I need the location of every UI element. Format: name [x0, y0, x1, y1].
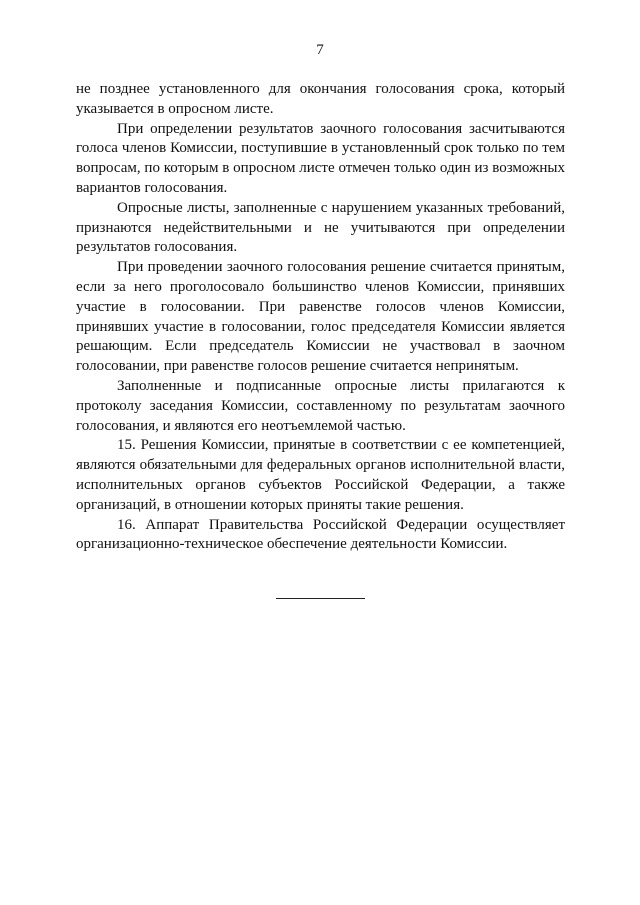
paragraph-item-16: 16. Аппарат Правительства Российской Федерации осуществляет организационно-техническое обеспечение деятельности Комиссии. [76, 516, 565, 553]
paragraph-item-15: 15. Решения Комиссии, принятые в соответствии с ее компетенцией, являются обязательными для федеральных органов исполнительной власти, исполнительных органов субъектов Российской Федерации, а также организаций, в отношении которых приняты такие решения. [76, 437, 565, 513]
paragraph-continuation: не позднее установленного для окончания голосования срока, который указывается в опросном листе. [76, 81, 565, 117]
page-number: 7 [316, 42, 324, 58]
paragraph-decision-adoption: При проведении заочного голосования решение считается принятым, если за него проголосовало большинство членов Комиссии, принявших участие в голосовании. При равенстве голосов членов Комиссии, принявших участие в голосовании, голос председателя Комиссии является решающим. Если председатель Комиссии не участвовал в заочном голосовании, при равенстве голосов решение считается непринятым. [76, 259, 565, 375]
document-body [76, 80, 565, 555]
paragraph-invalid-ballots: Опросные листы, заполненные с нарушением указанных требований, признаются недействительными и не учитываются при определении результатов голосования. [76, 199, 565, 256]
end-of-document-rule [276, 598, 365, 599]
paragraph-ballots-attachment: Заполненные и подписанные опросные листы прилагаются к протоколу заседания Комиссии, составленному по результатам заочного голосования, и являются его неотъемлемой частью. [76, 377, 565, 434]
paragraph-vote-counting: При определении результатов заочного голосования засчитываются голоса членов Комиссии, поступившие в установленный срок только по тем вопросам, по которым в опросном листе отмечен только один из возможных вариантов голосования. [76, 120, 565, 196]
